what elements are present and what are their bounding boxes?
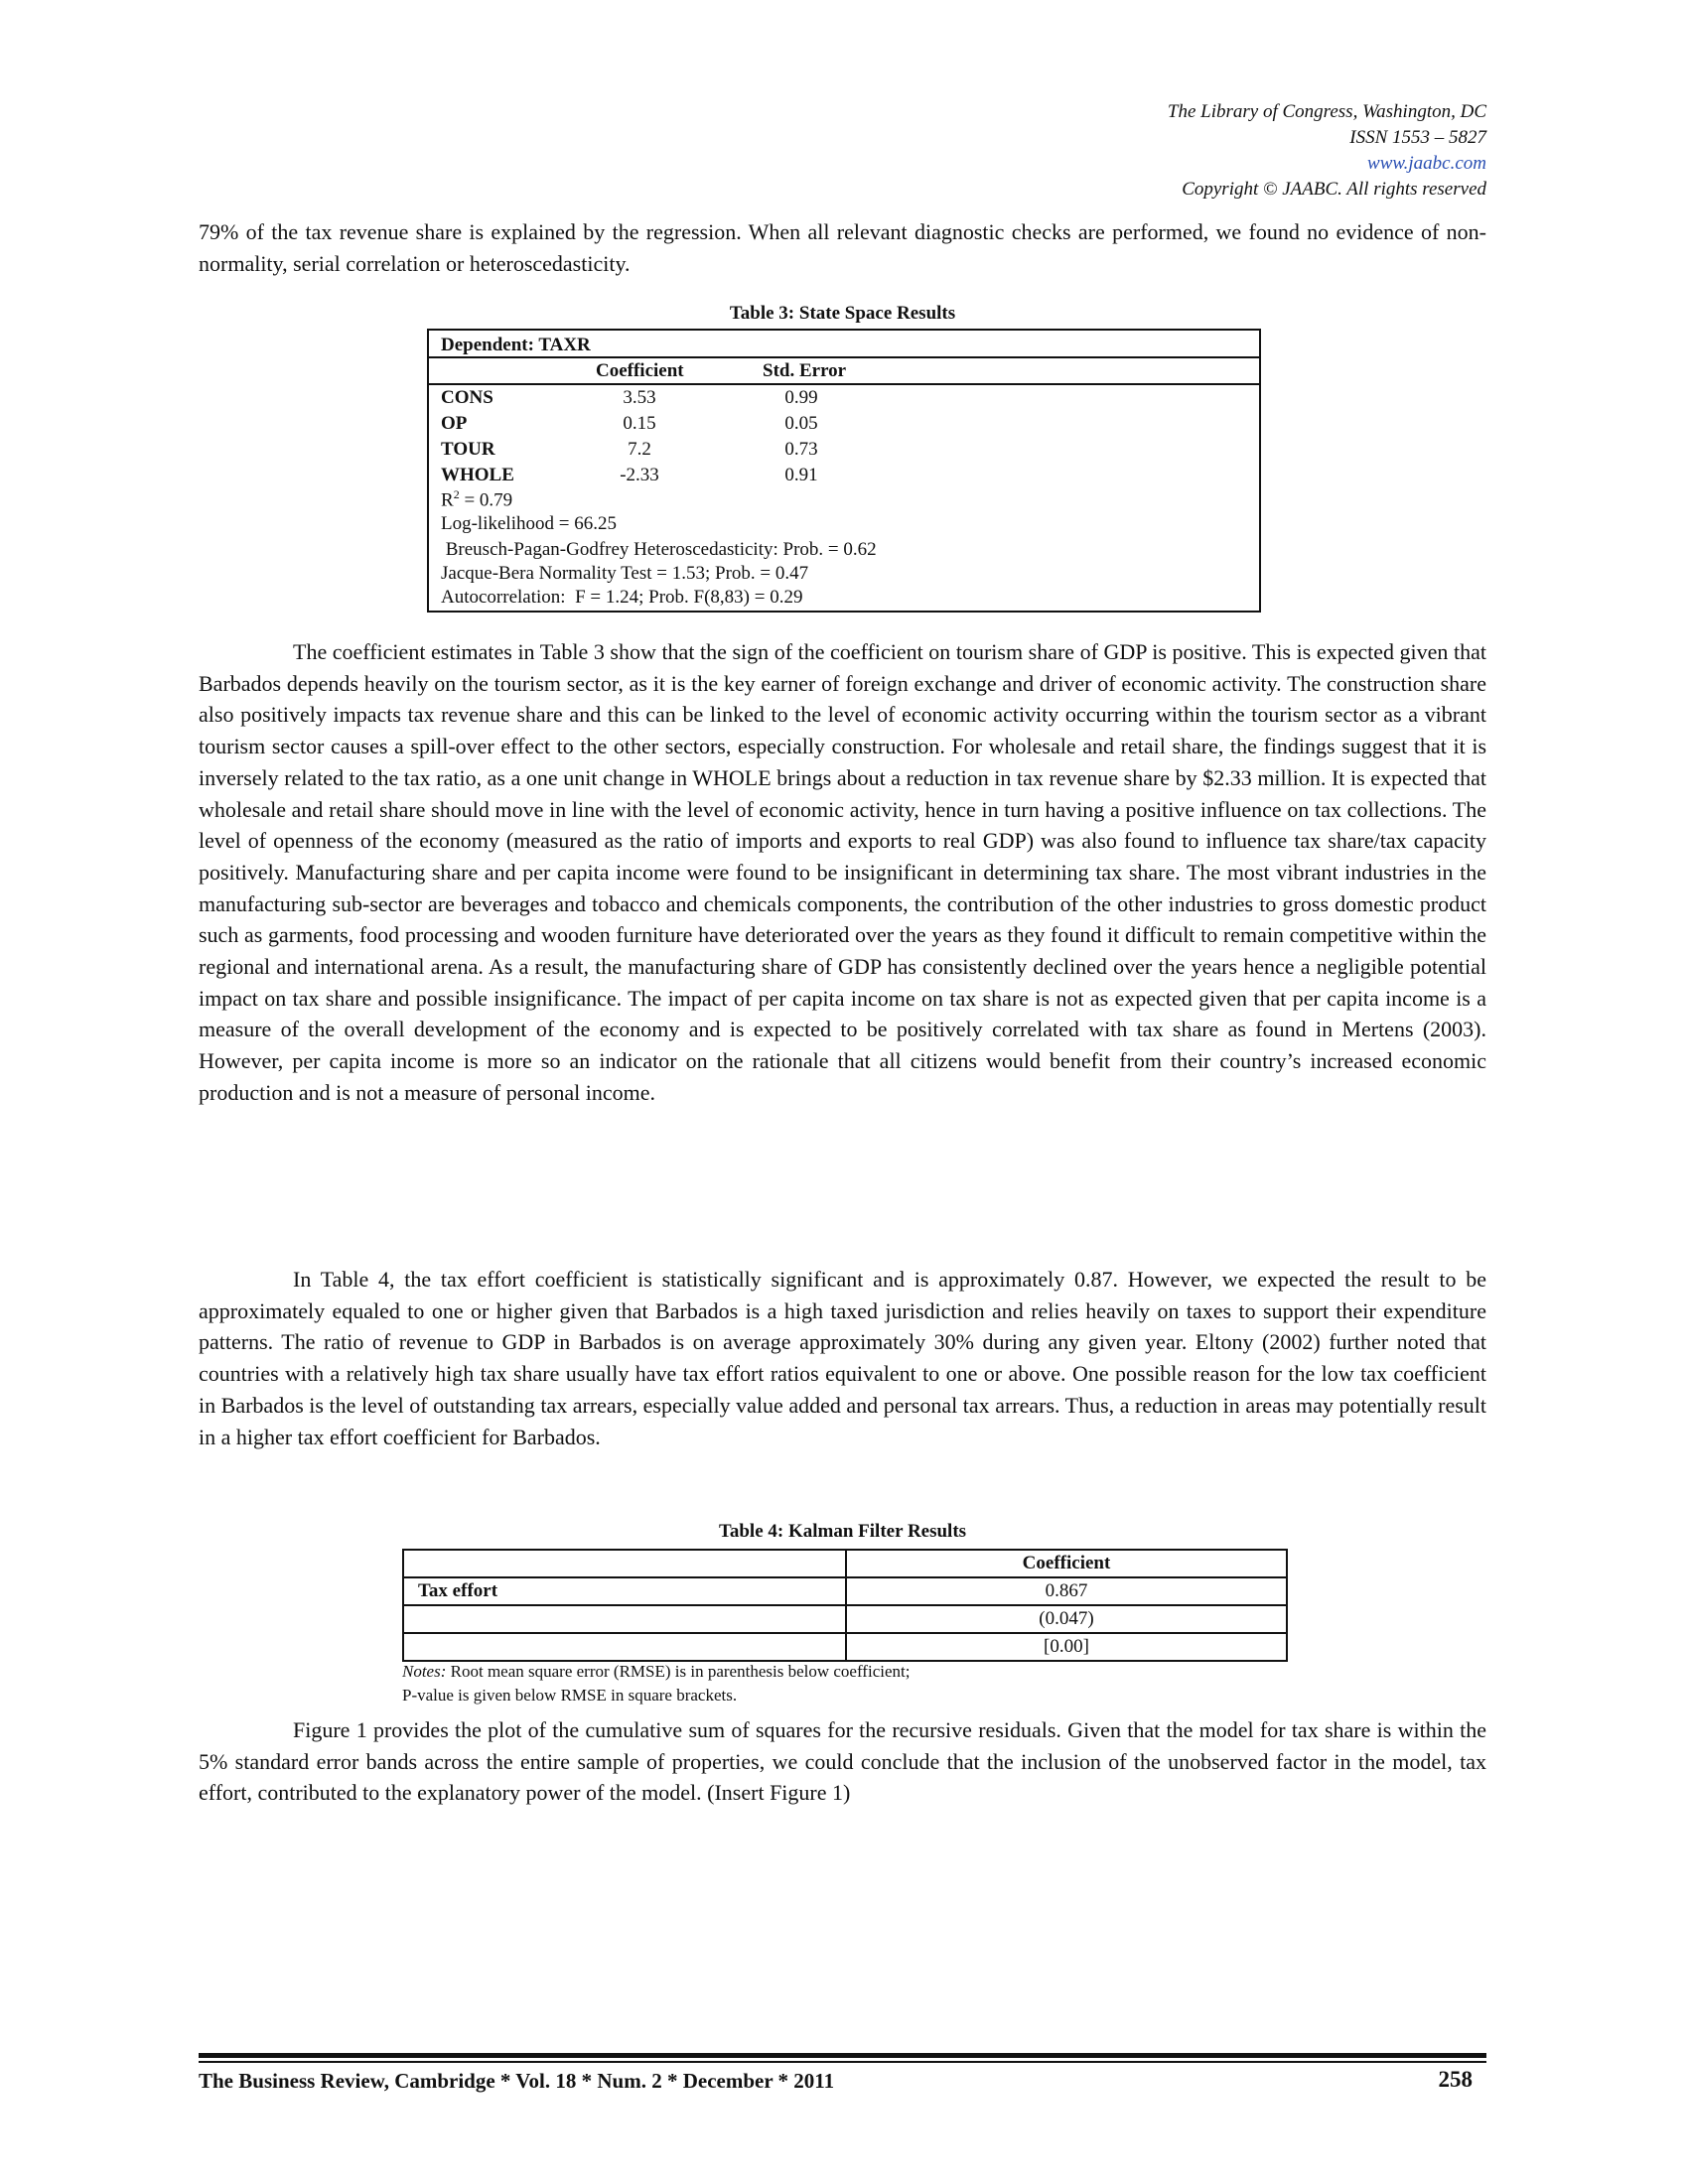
table3-breusch-pagan: Breusch-Pagan-Godfrey Heteroscedasticity: Prob. = 0.62 bbox=[441, 539, 877, 560]
table3-rule-header bbox=[429, 383, 1259, 385]
journal-header bbox=[1168, 99, 1486, 203]
r2-superscript: 2 bbox=[453, 487, 460, 501]
table3 bbox=[427, 329, 1261, 613]
table3-jacque-bera: Jacque-Bera Normality Test = 1.53; Prob. = 0.47 bbox=[441, 563, 809, 584]
table-row bbox=[403, 1605, 1287, 1633]
row-coefficient: 7.2 bbox=[628, 439, 651, 460]
row-std-error: 0.05 bbox=[784, 413, 818, 434]
table-row bbox=[403, 1550, 1287, 1577]
r2-symbol: R bbox=[441, 489, 454, 511]
table-row bbox=[429, 387, 1259, 413]
footer-rule-thick bbox=[199, 2053, 1486, 2058]
header-url-link[interactable]: www.jaabc.com bbox=[1367, 153, 1486, 174]
discussion-paragraph-table3: The coefficient estimates in Table 3 show that the sign of the coefficient on tourism share of GDP is positive. This is expected given that Barbados depends heavily on the tourism sector, as it is the key earner of foreign exchange and driver of economic activity. The construction share also positively impacts tax revenue share and this can be linked to the level of economic activity occurring within the tourism sector as a vibrant tourism sector causes a spill-over effect to the other sectors, especially construction. For wholesale and retail share, the findings suggest that it is inversely related to the tax ratio, as a one unit change in WHOLE brings about a reduction in tax revenue share by $2.33 million. It is expected that wholesale and retail share should move in line with the level of economic activity, hence in turn having a positive influence on tax collections. The level of openness of the economy (measured as the ratio of imports and exports to real GDP) was also found to influence tax share/tax capacity positively. Manufacturing share and per capita income were found to be insignificant in determining tax share. The most vibrant industries in the manufacturing sub-sector are beverages and tobacco and chemicals components, the contribution of the other industries to gross domestic product such as garments, food processing and wooden furniture have deteriorated over the years as they found it difficult to remain competitive within the regional and international arena. As a result, the manufacturing share of GDP has consistently declined over the years hence a negligible potential impact on tax share and possible insignificance. The impact of per capita income on tax share is not as expected given that per capita income is a measure of the overall development of the economy and is expected to be positively correlated with tax share as found in Mertens (2003). However, per capita income is more so an indicator on the rationale that all citizens would benefit from their country’s increased economic production and is not a measure of personal income. bbox=[199, 639, 1486, 1105]
table3-log-likelihood: Log-likelihood = 66.25 bbox=[441, 513, 617, 534]
table4-row-label: Tax effort bbox=[403, 1577, 846, 1605]
discussion-paragraph-table4: In Table 4, the tax effort coefficient is statistically significant and is approximately 0.87. However, we expected the result to be approximately equaled to one or higher given that Barbados is a high taxed jurisdiction and relies heavily on taxes to support their expenditure patterns. The ratio of revenue to GDP in Barbados is on average approximately 30% during any given year. Eltony (2002) further noted that countries with a relatively high tax share usually have tax effort ratios equivalent to one or above. One possible reason for the low tax coefficient in Barbados is the level of outstanding tax arrears, especially value added and personal tax arrears. Thus, a reduction in areas may potentially result in a higher tax effort coefficient for Barbados. bbox=[199, 1267, 1486, 1449]
journal-footer: The Business Review, Cambridge * Vol. 18 * Num. 2 * December * 2011 bbox=[199, 2069, 835, 2093]
table4-pvalue: [0.00] bbox=[846, 1633, 1287, 1661]
notes-line-2: P-value is given below RMSE in square brackets. bbox=[402, 1686, 738, 1705]
table-row bbox=[429, 413, 1259, 439]
table3-dependent: Dependent: TAXR bbox=[441, 335, 591, 355]
table4-coefficient-value: 0.867 bbox=[846, 1577, 1287, 1605]
table4-rmse-value: (0.047) bbox=[846, 1605, 1287, 1633]
row-coefficient: 3.53 bbox=[623, 387, 656, 408]
row-std-error: 0.73 bbox=[784, 439, 818, 460]
table4-empty-header-cell bbox=[403, 1550, 846, 1577]
table4 bbox=[402, 1549, 1288, 1662]
row-label: OP bbox=[441, 413, 468, 434]
row-std-error: 0.99 bbox=[784, 387, 818, 408]
notes-text-1: Root mean square error (RMSE) is in parenthesis below coefficient; bbox=[446, 1662, 911, 1681]
row-coefficient: 0.15 bbox=[623, 413, 656, 434]
row-coefficient: -2.33 bbox=[620, 465, 659, 485]
table3-r-squared bbox=[441, 487, 512, 511]
r2-value: = 0.79 bbox=[459, 489, 513, 511]
notes-label: Notes: bbox=[402, 1662, 447, 1681]
header-issn: ISSN 1553 – 5827 bbox=[1349, 127, 1486, 148]
notes-line-1 bbox=[402, 1660, 910, 1684]
table-row bbox=[403, 1577, 1287, 1605]
table4-empty-cell bbox=[403, 1605, 846, 1633]
footer-rule-thin bbox=[199, 2061, 1486, 2063]
row-std-error: 0.91 bbox=[784, 465, 818, 485]
table4-col-coefficient: Coefficient bbox=[846, 1550, 1287, 1577]
table3-rule-top bbox=[429, 356, 1259, 358]
header-copyright: Copyright © JAABC. All rights reserved bbox=[1182, 179, 1486, 200]
intro-paragraph: 79% of the tax revenue share is explained by the regression. When all relevant diagnostic checks are performed, we found no evidence of non-normality, serial correlation or heteroscedasticity. bbox=[199, 219, 1486, 276]
table-row bbox=[429, 465, 1259, 490]
row-label: CONS bbox=[441, 387, 493, 408]
table4-caption: Table 4: Kalman Filter Results bbox=[718, 1521, 967, 1542]
table-row bbox=[429, 439, 1259, 465]
page-number: 258 bbox=[1438, 2067, 1473, 2092]
header-library: The Library of Congress, Washington, DC bbox=[1167, 101, 1486, 122]
figure1-paragraph: Figure 1 provides the plot of the cumulative sum of squares for the recursive residuals. Given that the model for tax share is within the 5% standard error bands across the entire sample of properties, we could conclude that the inclusion of the unobserved factor in the model, tax effort, contributed to the explanatory power of the model. (Insert Figure 1) bbox=[199, 1717, 1486, 1806]
table3-col-std-error: Std. Error bbox=[763, 360, 847, 381]
table4-empty-cell bbox=[403, 1633, 846, 1661]
table3-autocorrelation: Autocorrelation: F = 1.24; Prob. F(8,83) = 0.29 bbox=[441, 587, 803, 608]
table4-notes bbox=[402, 1660, 910, 1707]
table3-caption: Table 3: State Space Results bbox=[729, 303, 956, 324]
table-row bbox=[403, 1633, 1287, 1661]
row-label: WHOLE bbox=[441, 465, 514, 485]
row-label: TOUR bbox=[441, 439, 495, 460]
paper-page bbox=[199, 0, 1486, 2184]
table3-col-coefficient: Coefficient bbox=[596, 360, 684, 381]
